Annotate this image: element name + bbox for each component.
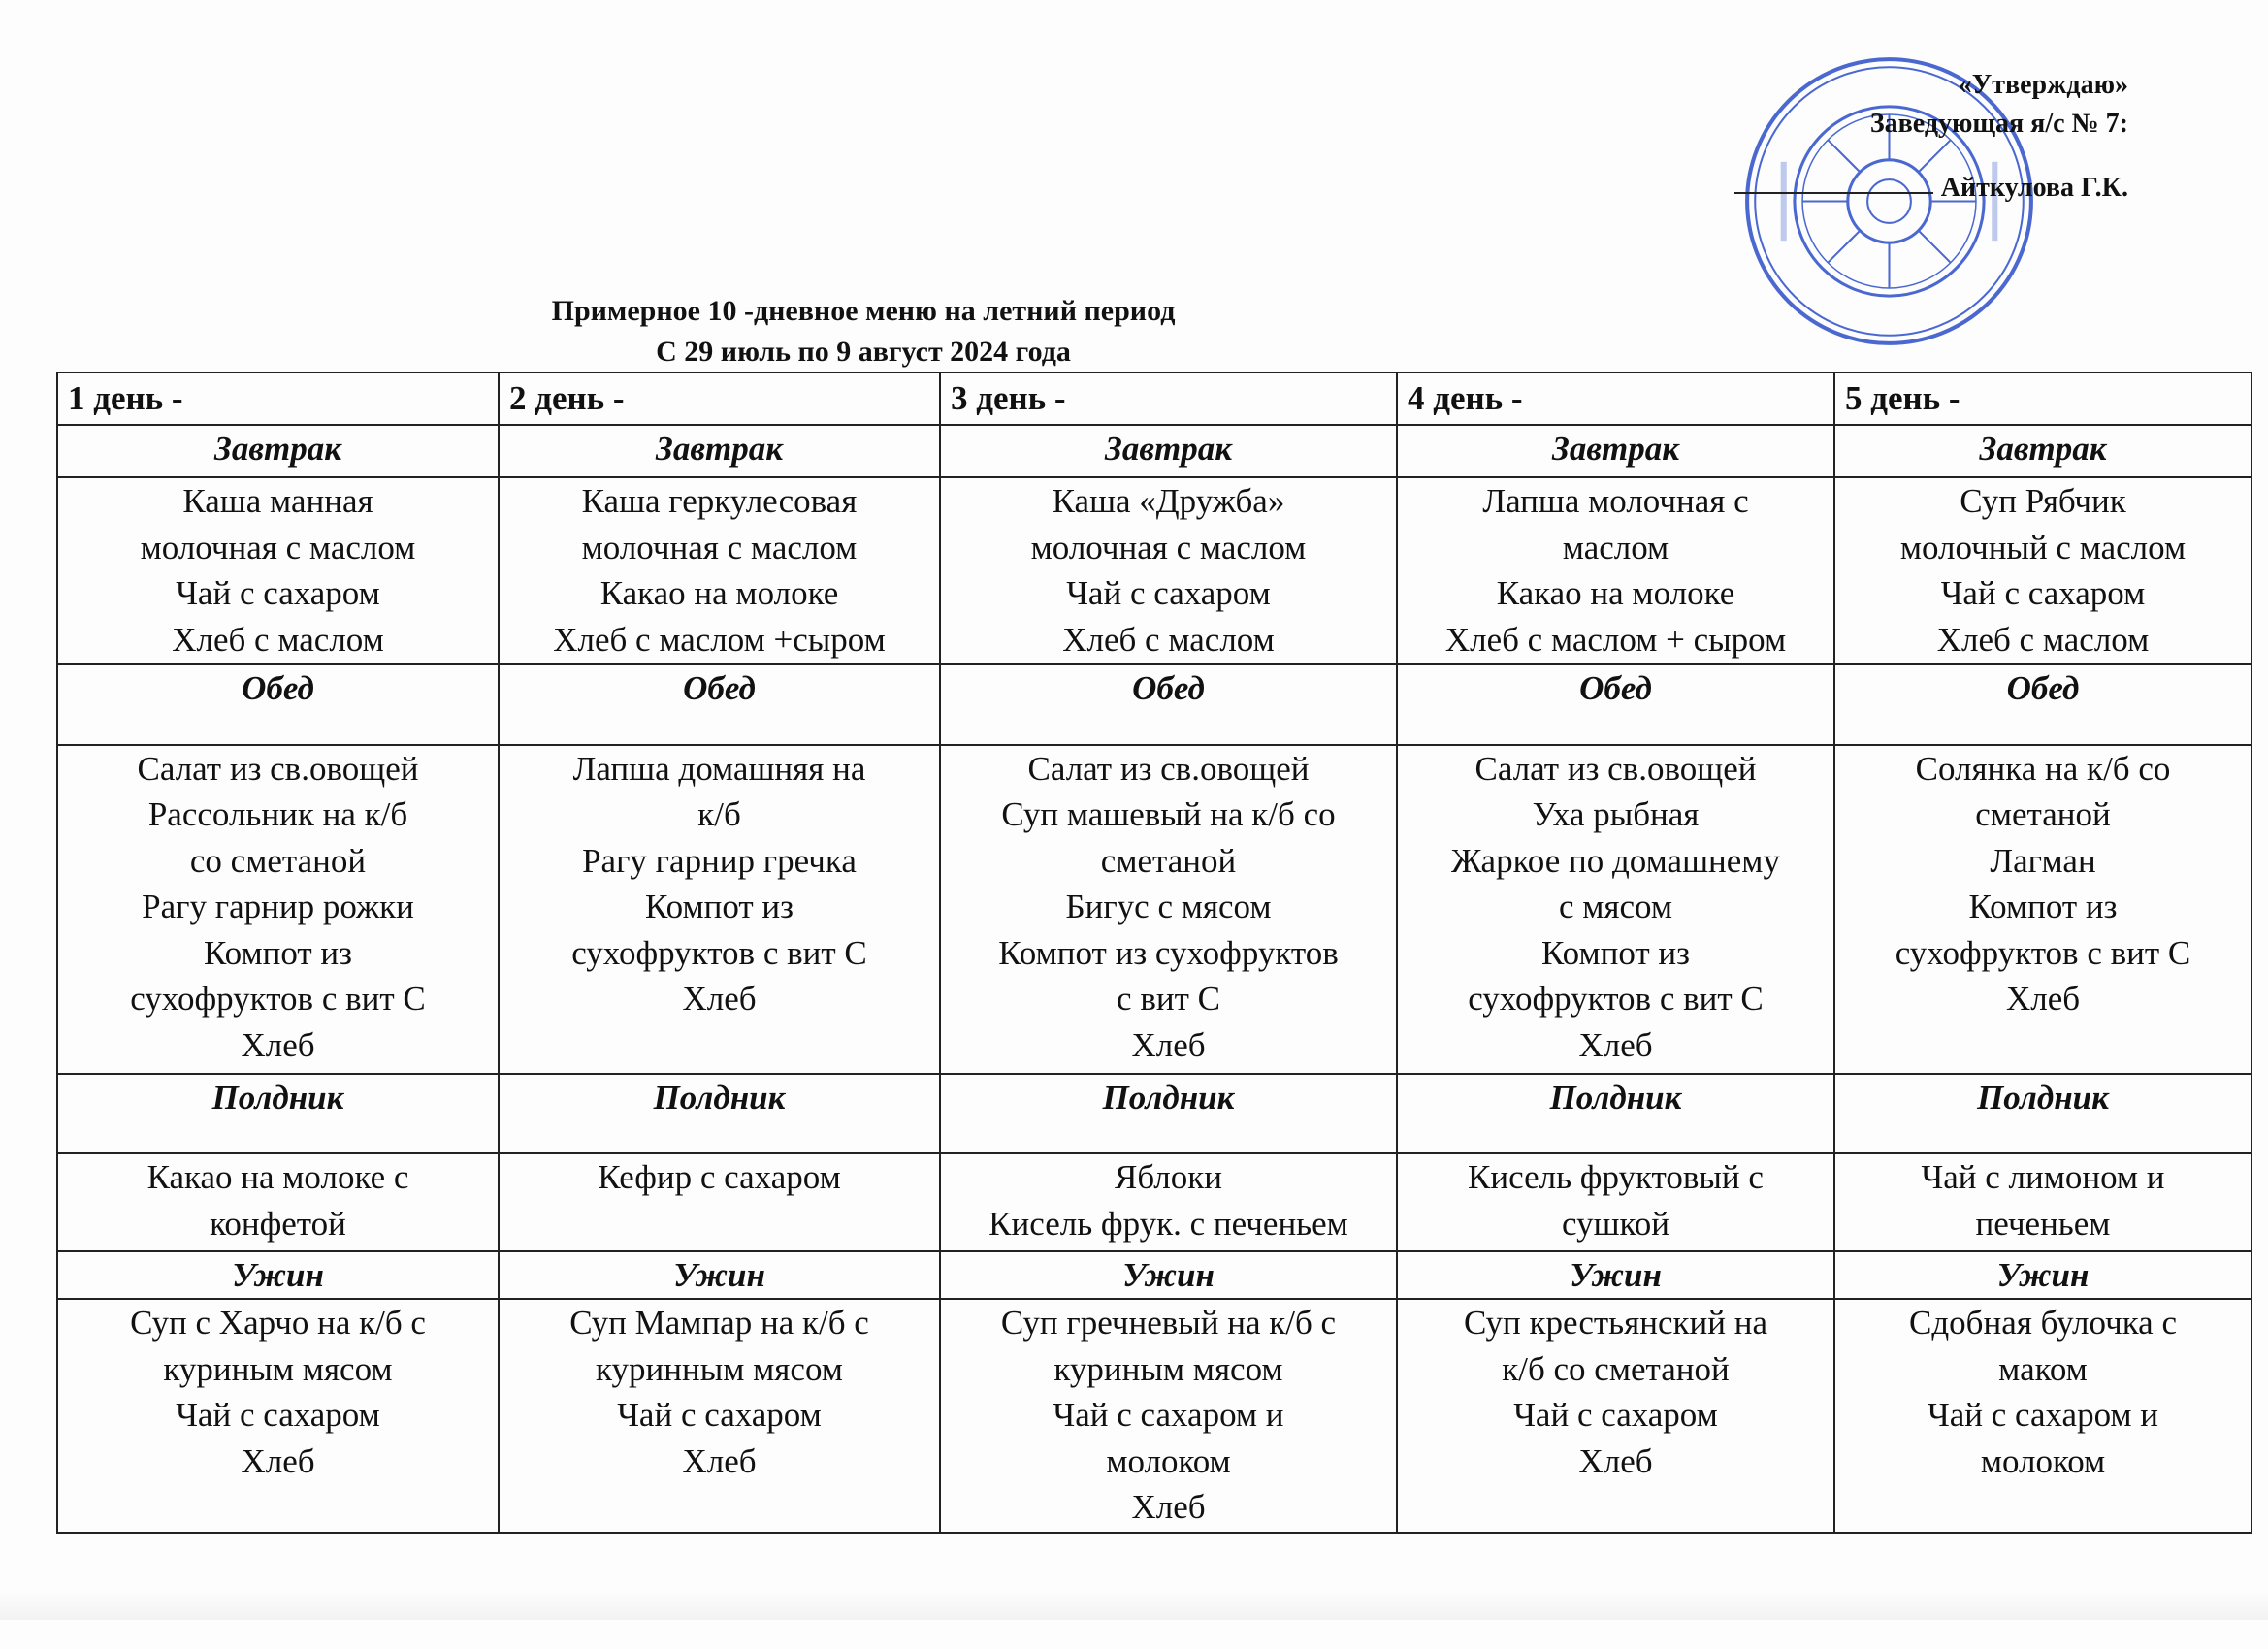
dish-line: куринным мясом — [596, 1349, 843, 1388]
dish-line: Каша «Дружба» — [1052, 482, 1285, 521]
dish-line: Салат из св.овощей — [137, 749, 419, 788]
meal-label: Полдник — [499, 1074, 940, 1153]
dish-cell — [499, 1299, 940, 1533]
dish-line: молочный с маслом — [1899, 528, 2187, 566]
dish-line: Хлеб — [1131, 1488, 1206, 1527]
dish-line: Хлеб с маслом — [1936, 620, 2150, 659]
dish-cell — [1834, 477, 2252, 664]
dish-line: Хлеб — [241, 1441, 315, 1480]
dish-line: Какао на молоке — [1496, 574, 1735, 613]
dish-cell — [1397, 477, 1834, 664]
meal-label: Обед — [57, 664, 499, 744]
meal-row-snack — [57, 1074, 2252, 1153]
dish-line: молочная с маслом — [581, 528, 858, 566]
dish-line: Чай с сахаром — [1940, 574, 2146, 613]
dish-cell — [57, 745, 499, 1074]
dish-line: Какао на молоке — [599, 574, 839, 613]
dish-line: конфетой — [210, 1204, 346, 1243]
dish-line: Кефир с сахаром — [598, 1158, 841, 1197]
dish-line: сухофруктов с вит С — [130, 980, 426, 1018]
dish-line: Каша манная — [182, 482, 373, 521]
day-header: 3 день - — [940, 372, 1397, 425]
dish-line: Кисель фруктовый с — [1468, 1158, 1764, 1197]
dish-line: со сметаной — [189, 841, 367, 880]
dish-line: сухофруктов с вит С — [1895, 933, 2191, 972]
dish-cell — [940, 745, 1397, 1074]
dish-cell — [57, 477, 499, 664]
dish-line: Хлеб с маслом + сыром — [1444, 620, 1787, 659]
meal-label: Обед — [940, 664, 1397, 744]
approval-name: Айткулова Г.К. — [1940, 173, 2128, 203]
meal-label: Ужин — [57, 1251, 499, 1300]
dishes-row — [57, 1153, 2252, 1250]
meal-row-lunch — [57, 664, 2252, 744]
day-header-row — [57, 372, 2252, 425]
dish-cell — [1397, 1299, 1834, 1533]
menu-title — [0, 291, 1727, 372]
dish-line: Чай с сахаром — [617, 1396, 822, 1435]
dish-line: Хлеб с маслом +сыром — [553, 620, 886, 659]
dish-line: Яблоки — [1115, 1158, 1222, 1197]
dish-cell — [1834, 1299, 2252, 1533]
dish-line: Чай с сахаром и — [1053, 1396, 1284, 1435]
dish-line: к/б — [697, 795, 741, 834]
approval-position: Заведующая я/с № 7: — [1869, 109, 2128, 139]
dish-line: Суп крестьянский на — [1463, 1304, 1767, 1342]
dish-line: Хлеб — [2005, 980, 2081, 1018]
meal-label: Завтрак — [1397, 425, 1834, 477]
dish-cell — [57, 1299, 499, 1533]
meal-label: Ужин — [940, 1251, 1397, 1300]
dish-line: сухофруктов с вит С — [571, 933, 867, 972]
menu-title-line2: С 29 июль по 9 август 2024 года — [656, 336, 1071, 368]
dish-line: сушкой — [1562, 1204, 1669, 1243]
dish-cell — [1834, 745, 2252, 1074]
dish-line: Чай с сахаром — [1513, 1396, 1718, 1435]
dish-line: молочная с маслом — [1030, 528, 1307, 566]
dishes-row — [57, 477, 2252, 664]
dish-cell — [940, 1299, 1397, 1533]
dish-line: Чай с лимоном и — [1921, 1158, 2165, 1197]
signature-line — [1734, 192, 1933, 194]
dish-line: Суп Рябчик — [1960, 482, 2126, 521]
dish-line: молочная с маслом — [140, 528, 416, 566]
dish-line: Суп с Харчо на к/б с — [130, 1304, 426, 1342]
meal-label: Завтрак — [57, 425, 499, 477]
day-header: 2 день - — [499, 372, 940, 425]
dish-line: Сдобная булочка с — [1909, 1304, 2177, 1342]
meal-label: Ужин — [499, 1251, 940, 1300]
dish-line: Компот из — [204, 933, 352, 972]
day-header: 1 день - — [57, 372, 499, 425]
dish-line: Бигус с мясом — [1065, 888, 1272, 926]
day-header: 5 день - — [1834, 372, 2252, 425]
dish-cell — [940, 1153, 1397, 1250]
dish-cell — [499, 477, 940, 664]
menu-table — [56, 372, 2252, 1534]
dish-line: Лагман — [1990, 841, 2096, 880]
dish-line: к/б со сметаной — [1502, 1349, 1730, 1388]
dish-line: сухофруктов с вит С — [1468, 980, 1764, 1018]
meal-label: Обед — [1834, 664, 2252, 744]
dish-line: Салат из св.овощей — [1027, 749, 1310, 788]
dish-line: маслом — [1562, 528, 1669, 566]
dish-line: Хлеб — [1578, 1025, 1653, 1064]
dish-line: Хлеб с маслом — [1062, 620, 1275, 659]
meal-label: Обед — [499, 664, 940, 744]
dish-line: Хлеб — [1131, 1025, 1206, 1064]
meal-label: Завтрак — [499, 425, 940, 477]
dish-line: Хлеб — [1578, 1441, 1653, 1480]
dish-line: Компот из сухофруктов — [998, 933, 1339, 972]
dish-line: куриным мясом — [163, 1349, 393, 1388]
dish-line: Кисель фрук. с печеньем — [988, 1204, 1348, 1243]
dish-line: маком — [1998, 1349, 2088, 1388]
dish-line: Компот из — [1968, 888, 2118, 926]
dish-line: печеньем — [1975, 1204, 2111, 1243]
dish-line: Уха рыбная — [1532, 795, 1700, 834]
dish-line: Суп Мампар на к/б с — [569, 1304, 869, 1342]
dish-cell — [499, 1153, 940, 1250]
dish-line: Лапша молочная с — [1482, 482, 1749, 521]
dish-line: Компот из — [1541, 933, 1690, 972]
dish-line: молоком — [1106, 1441, 1231, 1480]
dish-cell — [1834, 1153, 2252, 1250]
dish-line: Рагу гарнир гречка — [582, 841, 857, 880]
meal-label: Обед — [1397, 664, 1834, 744]
scan-bottom-edge — [0, 1591, 2268, 1620]
dish-line: Чай с сахаром и — [1927, 1396, 2159, 1435]
meal-label: Ужин — [1397, 1251, 1834, 1300]
dish-line: Рассольник на к/б — [147, 795, 408, 834]
dish-line: Хлеб — [682, 980, 757, 1018]
dish-line: Солянка на к/б со — [1915, 749, 2171, 788]
dish-line: сметаной — [1100, 841, 1237, 880]
dish-line: Суп машевый на к/б со — [1001, 795, 1336, 834]
meal-label: Полдник — [57, 1074, 499, 1153]
dish-line: сметаной — [1975, 795, 2111, 834]
meal-label: Полдник — [1834, 1074, 2252, 1153]
approval-signature-row — [1734, 169, 2128, 208]
dish-cell — [1397, 745, 1834, 1074]
dish-line: Рагу гарнир рожки — [142, 888, 414, 926]
dish-line: Хлеб — [241, 1025, 315, 1064]
dish-line: Суп гречневый на к/б с — [1000, 1304, 1337, 1342]
dishes-row — [57, 1299, 2252, 1533]
dish-line: Лапша домашняя на — [572, 749, 866, 788]
dish-line: с мясом — [1558, 888, 1673, 926]
dish-cell — [940, 477, 1397, 664]
dish-line: Хлеб — [682, 1441, 757, 1480]
dish-line: Чай с сахаром — [176, 1396, 380, 1435]
approval-heading: «Утверждаю» — [1958, 70, 2128, 100]
meal-row-dinner — [57, 1251, 2252, 1300]
dish-line: Хлеб с маслом — [172, 620, 384, 659]
meal-label: Завтрак — [940, 425, 1397, 477]
dish-line: Жаркое по домашнему — [1451, 841, 1780, 880]
dish-cell — [1397, 1153, 1834, 1250]
dish-line: Чай с сахаром — [1066, 574, 1271, 613]
dish-line: Каша геркулесовая — [581, 482, 858, 521]
dishes-row — [57, 745, 2252, 1074]
dish-cell — [57, 1153, 499, 1250]
dish-line: Компот из — [645, 888, 794, 926]
dish-line: Салат из св.овощей — [1474, 749, 1757, 788]
meal-label: Полдник — [1397, 1074, 1834, 1153]
day-header: 4 день - — [1397, 372, 1834, 425]
dish-cell — [499, 745, 940, 1074]
dish-line: Чай с сахаром — [176, 574, 380, 613]
dish-line: куриным мясом — [1053, 1349, 1283, 1388]
meal-label: Ужин — [1834, 1251, 2252, 1300]
dish-line: с вит С — [1117, 980, 1220, 1018]
dish-line: молоком — [1980, 1441, 2106, 1480]
meal-label: Полдник — [940, 1074, 1397, 1153]
meal-label: Завтрак — [1834, 425, 2252, 477]
menu-title-line1: Примерное 10 -дневное меню на летний период — [551, 295, 1176, 327]
dish-line: Какао на молоке с — [146, 1158, 409, 1197]
approval-block — [1734, 66, 2128, 208]
meal-row-breakfast — [57, 425, 2252, 477]
